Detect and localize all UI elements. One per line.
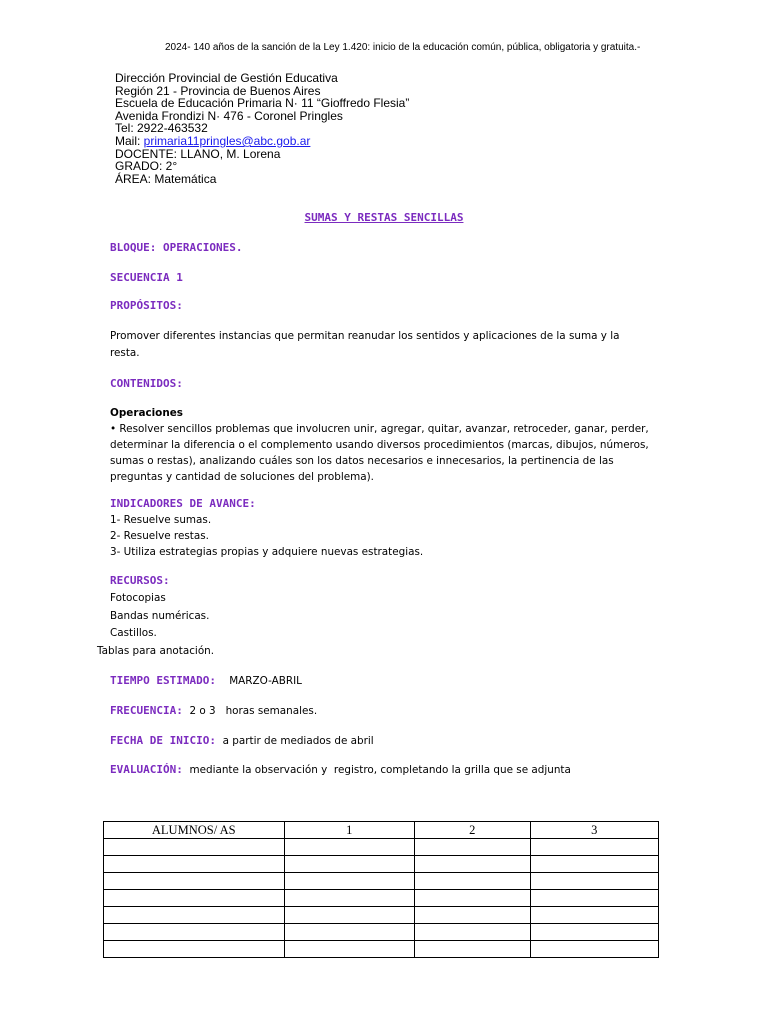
table-cell[interactable] [530,873,659,890]
table-cell[interactable] [530,907,659,924]
header-line: DOCENTE: LLANO, M. Lorena [115,146,281,161]
bloque-heading: BLOQUE: OPERACIONES. [110,241,243,254]
table-cell[interactable] [104,924,285,941]
table-cell[interactable] [414,924,530,941]
table-cell[interactable] [284,856,414,873]
header-mail [115,135,409,148]
fecha-value: a partir de mediados de abril [222,735,374,747]
table-row [104,941,659,958]
evaluacion-row [110,763,571,776]
frecuencia-value: 2 o 3 horas semanales. [189,705,318,717]
table-cell[interactable] [530,856,659,873]
table-cell[interactable] [414,839,530,856]
table-cell[interactable] [104,856,285,873]
tiempo-label: TIEMPO ESTIMADO: [110,674,216,687]
fecha-label: FECHA DE INICIO: [110,734,216,747]
table-cell[interactable] [530,924,659,941]
table-row [104,924,659,941]
table-row [104,839,659,856]
table-cell[interactable] [284,907,414,924]
tiempo-value: MARZO-ABRIL [229,675,302,687]
contenidos-subheading: Operaciones [110,407,183,419]
column-header-alumnos: ALUMNOS/ AS [104,822,285,839]
table-cell[interactable] [530,839,659,856]
table-cell[interactable] [104,941,285,958]
indicadores-heading: INDICADORES DE AVANCE: [110,497,256,510]
table-row [104,907,659,924]
indicador-item: 2- Resuelve restas. [110,530,209,542]
header-line: Avenida Frondizi N· 476 - Coronel Pringles [115,108,343,123]
contenidos-block [110,405,660,485]
table-cell[interactable] [284,941,414,958]
table-row [104,873,659,890]
header-line: ÁREA: Matemática [115,171,217,186]
recurso-item: Castillos. [110,627,157,639]
header-line: Tel: 2922-463532 [115,121,208,136]
propositos-heading: PROPÓSITOS: [110,299,183,312]
table-cell[interactable] [284,924,414,941]
recurso-item: Tablas para anotación. [97,644,215,657]
indicador-item: 3- Utiliza estrategias propias y adquiere nuevas estrategias. [110,546,424,558]
table-cell[interactable] [104,890,285,907]
table-cell[interactable] [104,839,285,856]
table-cell[interactable] [530,941,659,958]
frecuencia-row [110,704,317,717]
table-cell[interactable] [414,941,530,958]
table-cell[interactable] [284,890,414,907]
evaluation-grid [103,821,659,958]
table-cell[interactable] [414,907,530,924]
header-motto: 2024- 140 años de la sanción de la Ley 1.420: inicio de la educación común, pública, obligatoria y gratuita.- [165,42,641,53]
table-cell[interactable] [284,839,414,856]
frecuencia-label: FRECUENCIA: [110,704,183,717]
recursos-heading: RECURSOS: [110,574,170,587]
indicador-item: 1- Resuelve sumas. [110,514,212,526]
mail-label: Mail: [115,133,144,148]
column-header-1: 1 [284,822,414,839]
table-cell[interactable] [104,907,285,924]
column-header-2: 2 [414,822,530,839]
table-cell[interactable] [414,890,530,907]
recursos-list [97,590,660,660]
table-cell[interactable] [414,873,530,890]
header-line: Dirección Provincial de Gestión Educativa [115,71,338,85]
indicadores-list [110,512,660,560]
table-row [104,890,659,907]
table-row [104,856,659,873]
table-cell[interactable] [414,856,530,873]
mail-link[interactable]: primaria11pringles@abc.gob.ar [143,133,311,148]
recurso-item: Bandas numéricas. [110,609,210,622]
fecha-row [110,734,374,747]
table-cell[interactable] [284,873,414,890]
tiempo-row [110,674,302,687]
contenidos-text: • Resolver sencillos problemas que involucren unir, agregar, quitar, avanzar, retroceder, ganar, perder, determinar la diferencia o el complemento usando diversos procedimientos (marcas, dibujos, números, sumas o restas), analizando cuáles son los datos necesarios e innecesarios, la pertinencia de las preguntas y cantidad de soluciones del problema). [110,423,649,483]
school-header [115,72,409,185]
propositos-text: Promover diferentes instancias que permitan reanudar los sentidos y aplicaciones de la suma y la resta. [110,330,620,359]
column-header-3: 3 [530,822,659,839]
table-cell[interactable] [104,873,285,890]
document-title: SUMAS Y RESTAS SENCILLAS [304,211,464,224]
secuencia-heading: SECUENCIA 1 [110,271,183,284]
header-line: Región 21 - Provincia de Buenos Aires [115,83,321,98]
evaluacion-label: EVALUACIÓN: [110,763,183,776]
recurso-item: Fotocopias [110,592,166,604]
header-line: Escuela de Educación Primaria N· 11 “Gioffredo Flesia” [115,96,410,111]
evaluacion-value: mediante la observación y registro, completando la grilla que se adjunta [189,764,571,776]
contenidos-heading: CONTENIDOS: [110,377,183,390]
table-header-row [104,822,659,839]
table-cell[interactable] [530,890,659,907]
header-line: GRADO: 2° [115,159,178,174]
